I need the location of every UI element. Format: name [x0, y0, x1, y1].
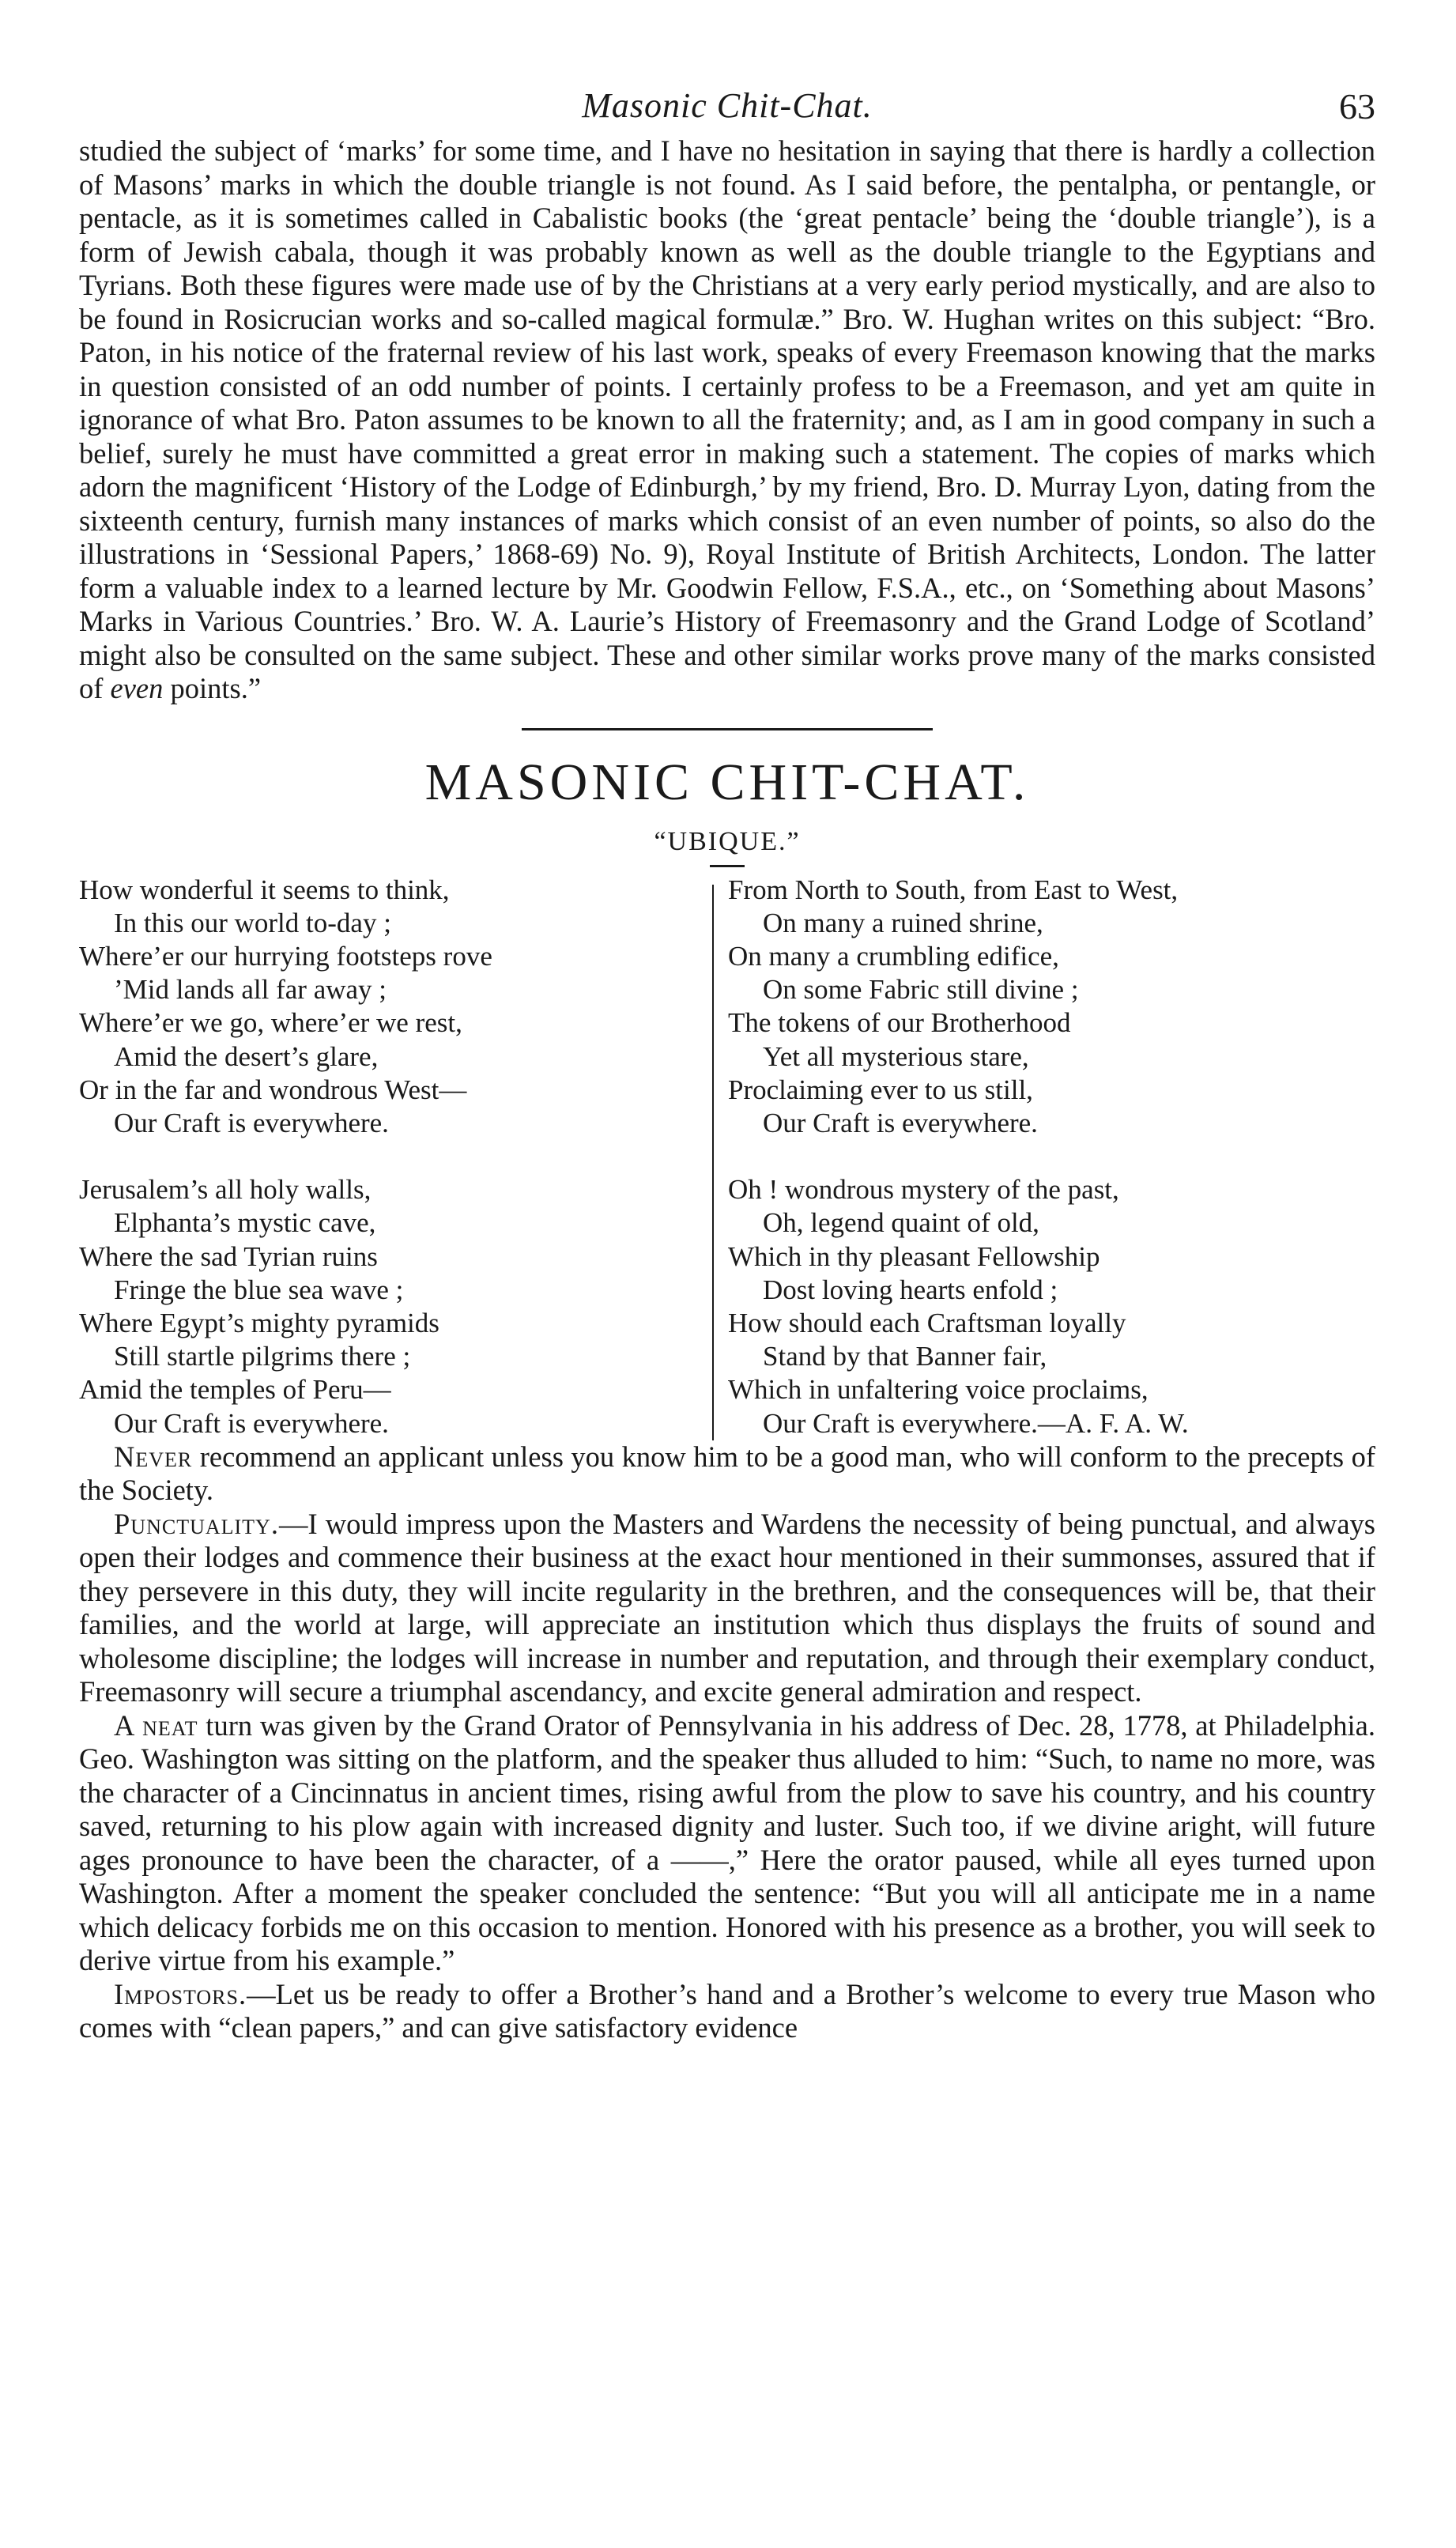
paragraph-text: —I would impress upon the Masters and Wardens the necessity of being punctual, and always open their lodges and commence their business at the exact hour mentioned in their summonses, assured that if they persevere in this duty, they will incite regularity in the brethren, and the consequences will be, that their families, and the world at large, will appreciate an institution which thus displays the fruits of sound and wholesome discipline; the lodges will increase in number and reputation, and through their exemplary conduct, Freemasonry will secure a triumphal ascendancy, and excite general admiration and respect.: [79, 1507, 1375, 1708]
poem-line: Jerusalem’s all holy walls,: [79, 1174, 372, 1206]
poem-stanza: [728, 1173, 1375, 1440]
poem-line: In this our world to-day ;: [114, 907, 391, 938]
poem-right-column: [728, 874, 1375, 1440]
paragraph-washington: [79, 1709, 1375, 1978]
column-divider: [712, 885, 714, 1440]
poem-stanza: [79, 874, 707, 1141]
poem-line: Where the sad Tyrian ruins: [79, 1240, 378, 1272]
intro-paragraph: [79, 134, 1375, 706]
poem-line: Our Craft is everywhere.—A. F. A. W.: [763, 1407, 1189, 1439]
poem-line: Our Craft is everywhere.: [114, 1107, 389, 1138]
poem-line: Still startle pilgrims there ;: [114, 1341, 411, 1372]
paragraphs: [79, 1440, 1375, 2045]
paragraph-lead: Impostors.: [114, 1977, 247, 2010]
intro-text: studied the subject of ‘marks’ for some time, and I have no hesitation in saying that there is hardly a collection of Masons’ marks in which the double triangle is not found. As I said before, the pentalpha, or pentangle, or pentacle, as it is sometimes called in Cabalistic books (the ‘great pentacle’ being the ‘double triangle’), is a form of Jewish cabala, though it was probably known as well as the double triangle to the Egyptians and Tyrians. Both these figures were made use of by the Christians at a very early period mystically, and are also to be found in Rosicrucian works and so-called magical formulæ.” Bro. W. Hughan writes on this subject: “Bro. Paton, in his notice of the fraternal review of his last work, speaks of every Freemason knowing that the marks in question consisted of an odd number of points. I certainly profess to be a Freemason, and yet am quite in ignorance of what Bro. Paton assumes to be known to all the fraternity; and, as I am in good company in such a belief, surely he must have committed a great error in making such a statement. The copies of marks which adorn the magnificent ‘History of the Lodge of Edinburgh,’ by my friend, Bro. D. Murray Lyon, dating from the sixteenth century, furnish many instances of marks which consist of an even number of points, so also do the illustrations in ‘Sessional Papers,’ 1868-69) No. 9), Royal Institute of British Architects, London. The latter form a valuable index to a learned lecture by Mr. Goodwin Fellow, F.S.A., etc., on ‘Something about Masons’ Marks in Various Countries.’ Bro. W. A. Laurie’s History of Freemasonry and the Grand Lodge of Scotland’ might also be consulted on the same subject. These and other similar works prove many of the marks consisted of: [79, 134, 1375, 704]
poem-line: On many a crumbling edifice,: [728, 940, 1059, 972]
poem-line: Stand by that Banner fair,: [763, 1341, 1047, 1372]
poem-line: On some Fabric still divine ;: [763, 974, 1079, 1006]
article-byline: “UBIQUE.”: [654, 826, 801, 856]
poem-line: Our Craft is everywhere.: [763, 1107, 1038, 1138]
poem-line: Where’er our hurrying footsteps rove: [79, 940, 492, 972]
poem-line: Oh, legend quaint of old,: [763, 1207, 1039, 1239]
poem-left-column: [79, 874, 707, 1440]
paragraph-text: recommend an applicant unless you know him to be a good man, who will conform to the precepts of the Society.: [79, 1440, 1375, 1507]
poem-line: Where’er we go, where’er we rest,: [79, 1007, 462, 1039]
paragraph-lead: Never: [114, 1440, 193, 1473]
poem-line: Proclaiming ever to us still,: [728, 1074, 1033, 1105]
paragraph-text: —Let us be ready to offer a Brother’s hand and a Brother’s welcome to every true Mason who comes with “clean papers,” and can give satisfactory evidence: [79, 1977, 1375, 2044]
poem-line: Elphanta’s mystic cave,: [114, 1207, 376, 1239]
paragraph-lead: Punctuality.: [114, 1507, 279, 1540]
poem-line: Fringe the blue sea wave ;: [114, 1274, 404, 1305]
poem-stanza: [728, 874, 1375, 1141]
page-number: 63: [1339, 86, 1375, 126]
poem-line: ’Mid lands all far away ;: [114, 974, 387, 1006]
article-title: MASONIC CHIT-CHAT.: [424, 753, 1030, 811]
poem-line: Amid the temples of Peru—: [79, 1374, 391, 1406]
running-header: [79, 79, 1375, 134]
intro-text-end: points.”: [163, 672, 262, 704]
intro-emphasis: even: [110, 672, 164, 704]
page: [79, 79, 1375, 2045]
paragraph-lead: A neat: [114, 1708, 198, 1742]
poem-line: Or in the far and wondrous West—: [79, 1074, 467, 1105]
poem-line: Amid the desert’s glare,: [114, 1040, 379, 1072]
paragraph-text: turn was given by the Grand Orator of Pennsylvania in his address of Dec. 28, 1778, at Philadelphia. Geo. Washington was sitting on the platform, and the speaker thus alluded to him: “Such, to name no more, was the character of a Cincinnatus in ancient times, rising awful from the plow to save his country, and his country saved, returning to his plow again with increased dignity and luster. Such too, if we divine aright, will future ages pronounce to have been the character, of a ——,” Here the orator paused, while all eyes turned upon Washington. After a moment the speaker concluded the sentence: “But you will all anticipate me in a name which delicacy forbids me on this occasion to mention. Honored with his presence as a brother, you will seek to derive virtue from his example.”: [79, 1708, 1375, 1977]
poem-line: How wonderful it seems to think,: [79, 874, 450, 905]
poem-line: Which in unfaltering voice proclaims,: [728, 1374, 1149, 1406]
poem-line: On many a ruined shrine,: [763, 907, 1043, 938]
byline-rule: [710, 865, 745, 867]
paragraph-never: [79, 1440, 1375, 1508]
poem-line: From North to South, from East to West,: [728, 874, 1179, 905]
poem-line: Yet all mysterious stare,: [763, 1040, 1029, 1072]
section-divider: [522, 728, 933, 730]
running-title: Masonic Chit-Chat.: [582, 86, 873, 125]
poem-line: Where Egypt’s mighty pyramids: [79, 1307, 439, 1338]
poem-stanza: [79, 1173, 707, 1440]
paragraph-impostors: [79, 1978, 1375, 2045]
poem: [79, 874, 1375, 1440]
poem-line: How should each Craftsman loyally: [728, 1307, 1126, 1338]
poem-line: Dost loving hearts enfold ;: [763, 1274, 1058, 1305]
poem-line: Oh ! wondrous mystery of the past,: [728, 1174, 1119, 1206]
poem-line: Which in thy pleasant Fellowship: [728, 1240, 1100, 1272]
poem-line: The tokens of our Brotherhood: [728, 1007, 1071, 1039]
poem-line: Our Craft is everywhere.: [114, 1407, 389, 1439]
paragraph-punctuality: [79, 1508, 1375, 1709]
